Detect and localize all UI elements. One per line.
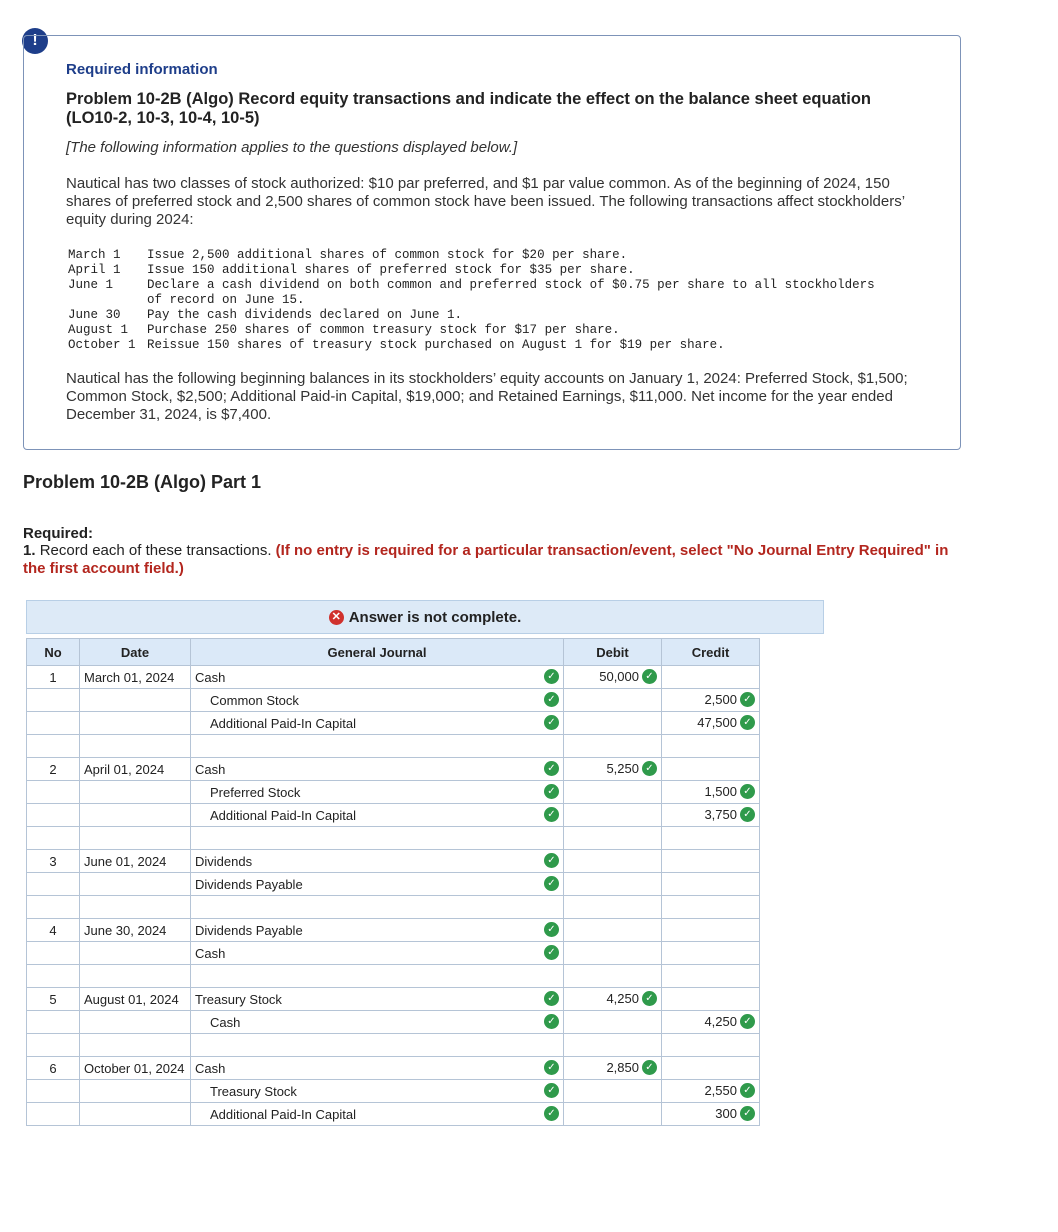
check-circle-icon: ✓	[544, 922, 559, 937]
journal-account-name: Additional Paid-In Capital	[210, 807, 356, 823]
journal-account-name: Additional Paid-In Capital	[210, 1106, 356, 1122]
journal-debit-cell[interactable]	[564, 965, 662, 988]
journal-date-cell[interactable]	[80, 804, 191, 827]
journal-date-cell[interactable]	[80, 827, 191, 850]
check-circle-icon: ✓	[642, 761, 657, 776]
journal-date-cell[interactable]	[80, 1080, 191, 1103]
check-circle-icon: ✓	[642, 1060, 657, 1075]
check-circle-icon: ✓	[740, 1083, 755, 1098]
journal-credit-cell[interactable]	[662, 1103, 760, 1126]
transaction-row	[68, 278, 875, 308]
scenario-paragraph: Nautical has two classes of stock authorized: $10 par preferred, and $1 par value common. As of the beginning of 2024, 150 shares of preferred stock and 2,500 shares of common stock have been issued. The following transactions affect stockholders’ equity during 2024:	[66, 175, 905, 228]
journal-account-cell[interactable]	[191, 827, 564, 850]
journal-no-cell: 1	[27, 666, 80, 689]
general-journal-table	[26, 638, 760, 1126]
journal-row	[27, 804, 760, 827]
transaction-text: Purchase 250 shares of common treasury stock for $17 per share.	[147, 323, 620, 337]
journal-no-cell: 5	[27, 988, 80, 1011]
transaction-date: March 1	[68, 248, 121, 262]
check-circle-icon: ✓	[740, 1106, 755, 1121]
journal-credit-cell-value: 47,500	[697, 714, 737, 730]
transaction-text: Declare a cash dividend on both common and preferred stock of $0.75 per share to all stockholders of record on June 15.	[147, 278, 875, 307]
journal-account-cell[interactable]	[191, 850, 564, 873]
transaction-text: Issue 2,500 additional shares of common stock for $20 per share.	[147, 248, 628, 262]
journal-credit-cell-value: 3,750	[704, 806, 737, 822]
check-circle-icon: ✓	[544, 715, 559, 730]
check-circle-icon: ✓	[740, 1014, 755, 1029]
journal-credit-cell[interactable]	[662, 827, 760, 850]
journal-debit-cell[interactable]	[564, 1103, 662, 1126]
journal-row	[27, 666, 760, 689]
journal-debit-cell[interactable]	[564, 1034, 662, 1057]
journal-no-cell: 3	[27, 850, 80, 873]
journal-row	[27, 758, 760, 781]
header-debit: Debit	[564, 639, 662, 666]
journal-no-cell	[27, 827, 80, 850]
journal-no-cell	[27, 1034, 80, 1057]
journal-debit-cell[interactable]	[564, 873, 662, 896]
journal-row	[27, 850, 760, 873]
journal-account-cell[interactable]	[191, 942, 564, 965]
journal-date-cell[interactable]: April 01, 2024	[80, 758, 191, 781]
journal-no-cell	[27, 712, 80, 735]
journal-row	[27, 873, 760, 896]
journal-date-cell[interactable]	[80, 712, 191, 735]
header-general-journal: General Journal	[191, 639, 564, 666]
check-circle-icon: ✓	[544, 1060, 559, 1075]
check-circle-icon: ✓	[544, 853, 559, 868]
journal-debit-cell[interactable]	[564, 804, 662, 827]
transaction-text: Issue 150 additional shares of preferred stock for $35 per share.	[147, 263, 635, 277]
journal-debit-cell[interactable]	[564, 827, 662, 850]
journal-row	[27, 965, 760, 988]
journal-account-name: Additional Paid-In Capital	[210, 715, 356, 731]
journal-debit-cell-value: 5,250	[606, 760, 639, 776]
journal-no-cell	[27, 735, 80, 758]
journal-no-cell	[27, 873, 80, 896]
check-circle-icon: ✓	[544, 784, 559, 799]
transaction-row	[68, 248, 875, 263]
check-circle-icon: ✓	[544, 876, 559, 891]
journal-account-name: Dividends Payable	[195, 876, 303, 892]
transaction-list	[68, 248, 875, 353]
transaction-date: August 1	[68, 323, 129, 337]
journal-account-cell[interactable]	[191, 758, 564, 781]
journal-account-cell[interactable]	[191, 1034, 564, 1057]
header-date: Date	[80, 639, 191, 666]
beginning-balances-paragraph: Nautical has the following beginning balances in its stockholders’ equity accounts on January 1, 2024: Preferred Stock, $1,500; Common Stock, $2,500; Additional Paid-in Capital, $19,000; and Retained Earnings, $11,000. Net income for the year ended December 31, 2024, is $7,400.	[66, 370, 908, 423]
required-number: 1.	[23, 542, 36, 559]
journal-account-cell[interactable]	[191, 781, 564, 804]
journal-date-cell[interactable]	[80, 735, 191, 758]
journal-no-cell	[27, 804, 80, 827]
journal-credit-cell[interactable]	[662, 1057, 760, 1080]
check-circle-icon: ✓	[544, 1083, 559, 1098]
journal-credit-cell[interactable]	[662, 1011, 760, 1034]
journal-account-cell[interactable]	[191, 896, 564, 919]
journal-row	[27, 1080, 760, 1103]
alert-icon: !	[22, 28, 48, 54]
journal-account-cell[interactable]	[191, 873, 564, 896]
transaction-row	[68, 263, 875, 278]
journal-no-cell	[27, 1011, 80, 1034]
part-title: Problem 10-2B (Algo) Part 1	[23, 472, 262, 492]
transaction-text: Pay the cash dividends declared on June 1.	[147, 308, 463, 322]
journal-debit-cell-value: 4,250	[606, 990, 639, 1006]
journal-account-cell[interactable]	[191, 666, 564, 689]
check-circle-icon: ✓	[544, 807, 559, 822]
journal-account-cell[interactable]	[191, 735, 564, 758]
journal-date-cell[interactable]	[80, 1103, 191, 1126]
journal-no-cell	[27, 965, 80, 988]
journal-account-name: Treasury Stock	[210, 1083, 297, 1099]
journal-credit-cell[interactable]	[662, 712, 760, 735]
journal-debit-cell[interactable]	[564, 896, 662, 919]
journal-date-cell[interactable]	[80, 965, 191, 988]
journal-credit-cell-value: 1,500	[704, 783, 737, 799]
journal-row	[27, 896, 760, 919]
journal-credit-cell[interactable]	[662, 988, 760, 1011]
journal-account-name: Cash	[195, 761, 226, 777]
required-text: Record each of these transactions.	[39, 542, 272, 559]
transaction-row	[68, 323, 875, 338]
check-circle-icon: ✓	[544, 1106, 559, 1121]
journal-credit-cell[interactable]	[662, 1034, 760, 1057]
journal-account-name: Dividends	[195, 853, 253, 869]
journal-debit-cell[interactable]	[564, 758, 662, 781]
check-circle-icon: ✓	[740, 692, 755, 707]
journal-date-cell[interactable]: March 01, 2024	[80, 666, 191, 689]
journal-date-cell[interactable]	[80, 1034, 191, 1057]
journal-debit-cell[interactable]	[564, 1080, 662, 1103]
journal-account-cell[interactable]	[191, 919, 564, 942]
required-label: Required:	[23, 525, 94, 542]
journal-date-cell[interactable]	[80, 1011, 191, 1034]
journal-debit-cell-value: 50,000	[599, 668, 639, 684]
journal-account-cell[interactable]	[191, 1103, 564, 1126]
journal-row	[27, 1011, 760, 1034]
journal-no-cell	[27, 689, 80, 712]
journal-debit-cell-value: 2,850	[606, 1059, 639, 1075]
header-credit: Credit	[662, 639, 760, 666]
journal-account-name: Treasury Stock	[195, 991, 282, 1007]
journal-account-name: Common Stock	[210, 692, 299, 708]
journal-credit-cell[interactable]	[662, 850, 760, 873]
journal-account-cell[interactable]	[191, 965, 564, 988]
journal-row	[27, 1034, 760, 1057]
journal-date-cell[interactable]: June 01, 2024	[80, 850, 191, 873]
transaction-date: June 1	[68, 278, 114, 292]
journal-account-name: Preferred Stock	[210, 784, 301, 800]
journal-row	[27, 827, 760, 850]
journal-row	[27, 988, 760, 1011]
check-circle-icon: ✓	[544, 945, 559, 960]
journal-credit-cell-value: 2,500	[704, 691, 737, 707]
transaction-text: Reissue 150 shares of treasury stock purchased on August 1 for $19 per share.	[147, 338, 725, 352]
journal-row	[27, 712, 760, 735]
journal-debit-cell[interactable]	[564, 735, 662, 758]
journal-no-cell: 4	[27, 919, 80, 942]
journal-account-cell[interactable]	[191, 804, 564, 827]
check-circle-icon: ✓	[544, 761, 559, 776]
x-circle-icon: ✕	[329, 610, 344, 625]
transaction-date: April 1	[68, 263, 121, 277]
journal-credit-cell-value: 2,550	[704, 1082, 737, 1098]
problem-title: Problem 10-2B (Algo) Record equity transactions and indicate the effect on the balance sheet equation (LO10-2, 10-3, 10-4, 10-5)	[66, 90, 871, 127]
required-instruction	[23, 542, 973, 578]
journal-account-name: Dividends Payable	[195, 922, 303, 938]
check-circle-icon: ✓	[544, 1014, 559, 1029]
check-circle-icon: ✓	[740, 784, 755, 799]
answer-status-text: Answer is not complete.	[348, 609, 522, 626]
journal-row	[27, 689, 760, 712]
journal-row	[27, 1103, 760, 1126]
journal-row	[27, 942, 760, 965]
journal-debit-cell[interactable]	[564, 988, 662, 1011]
journal-date-cell[interactable]	[80, 689, 191, 712]
required-information-label: Required information	[66, 61, 218, 78]
journal-credit-cell[interactable]	[662, 689, 760, 712]
journal-no-cell	[27, 896, 80, 919]
check-circle-icon: ✓	[740, 807, 755, 822]
journal-date-cell[interactable]	[80, 781, 191, 804]
journal-credit-cell[interactable]	[662, 873, 760, 896]
journal-account-name: Cash	[210, 1014, 241, 1030]
journal-date-cell[interactable]: June 30, 2024	[80, 919, 191, 942]
journal-account-name: Cash	[195, 669, 226, 685]
journal-no-cell	[27, 1103, 80, 1126]
journal-no-cell: 2	[27, 758, 80, 781]
journal-account-cell[interactable]	[191, 689, 564, 712]
transaction-date: June 30	[68, 308, 121, 322]
journal-date-cell[interactable]	[80, 896, 191, 919]
journal-row	[27, 781, 760, 804]
check-circle-icon: ✓	[544, 991, 559, 1006]
transaction-row	[68, 338, 875, 353]
transaction-date: October 1	[68, 338, 136, 352]
journal-no-cell	[27, 781, 80, 804]
check-circle-icon: ✓	[642, 669, 657, 684]
journal-credit-cell[interactable]	[662, 804, 760, 827]
check-circle-icon: ✓	[740, 715, 755, 730]
journal-credit-cell[interactable]	[662, 1080, 760, 1103]
journal-date-cell[interactable]: October 01, 2024	[80, 1057, 191, 1080]
journal-debit-cell[interactable]	[564, 689, 662, 712]
journal-credit-cell[interactable]	[662, 781, 760, 804]
journal-credit-cell[interactable]	[662, 942, 760, 965]
journal-account-cell[interactable]	[191, 1011, 564, 1034]
journal-account-cell[interactable]	[191, 1080, 564, 1103]
journal-credit-cell[interactable]	[662, 758, 760, 781]
journal-debit-cell[interactable]	[564, 919, 662, 942]
journal-debit-cell[interactable]	[564, 712, 662, 735]
journal-debit-cell[interactable]	[564, 850, 662, 873]
journal-no-cell	[27, 942, 80, 965]
journal-header-row	[27, 639, 760, 666]
answer-status-banner	[26, 600, 824, 634]
journal-debit-cell[interactable]	[564, 781, 662, 804]
check-circle-icon: ✓	[544, 669, 559, 684]
journal-account-cell[interactable]	[191, 712, 564, 735]
check-circle-icon: ✓	[544, 692, 559, 707]
journal-date-cell[interactable]: August 01, 2024	[80, 988, 191, 1011]
journal-debit-cell[interactable]	[564, 666, 662, 689]
journal-credit-cell-value: 300	[715, 1105, 737, 1121]
transaction-row	[68, 308, 875, 323]
journal-credit-cell[interactable]	[662, 666, 760, 689]
journal-account-name: Cash	[195, 1060, 226, 1076]
check-circle-icon: ✓	[642, 991, 657, 1006]
journal-row	[27, 919, 760, 942]
journal-credit-cell[interactable]	[662, 896, 760, 919]
journal-debit-cell[interactable]	[564, 1011, 662, 1034]
required-red-note: (If no entry is required for a particular transaction/event, select "No Journal Entry Required" in the first account field.)	[23, 542, 949, 577]
journal-no-cell: 6	[27, 1057, 80, 1080]
journal-credit-cell[interactable]	[662, 735, 760, 758]
journal-credit-cell[interactable]	[662, 965, 760, 988]
journal-date-cell[interactable]	[80, 942, 191, 965]
journal-date-cell[interactable]	[80, 873, 191, 896]
journal-row	[27, 1057, 760, 1080]
info-note: [The following information applies to the questions displayed below.]	[66, 139, 518, 156]
header-no: No	[27, 639, 80, 666]
journal-row	[27, 735, 760, 758]
journal-no-cell	[27, 1080, 80, 1103]
journal-account-cell[interactable]	[191, 988, 564, 1011]
journal-debit-cell[interactable]	[564, 1057, 662, 1080]
journal-account-name: Cash	[195, 945, 226, 961]
journal-account-cell[interactable]	[191, 1057, 564, 1080]
journal-credit-cell[interactable]	[662, 919, 760, 942]
journal-debit-cell[interactable]	[564, 942, 662, 965]
journal-credit-cell-value: 4,250	[704, 1013, 737, 1029]
